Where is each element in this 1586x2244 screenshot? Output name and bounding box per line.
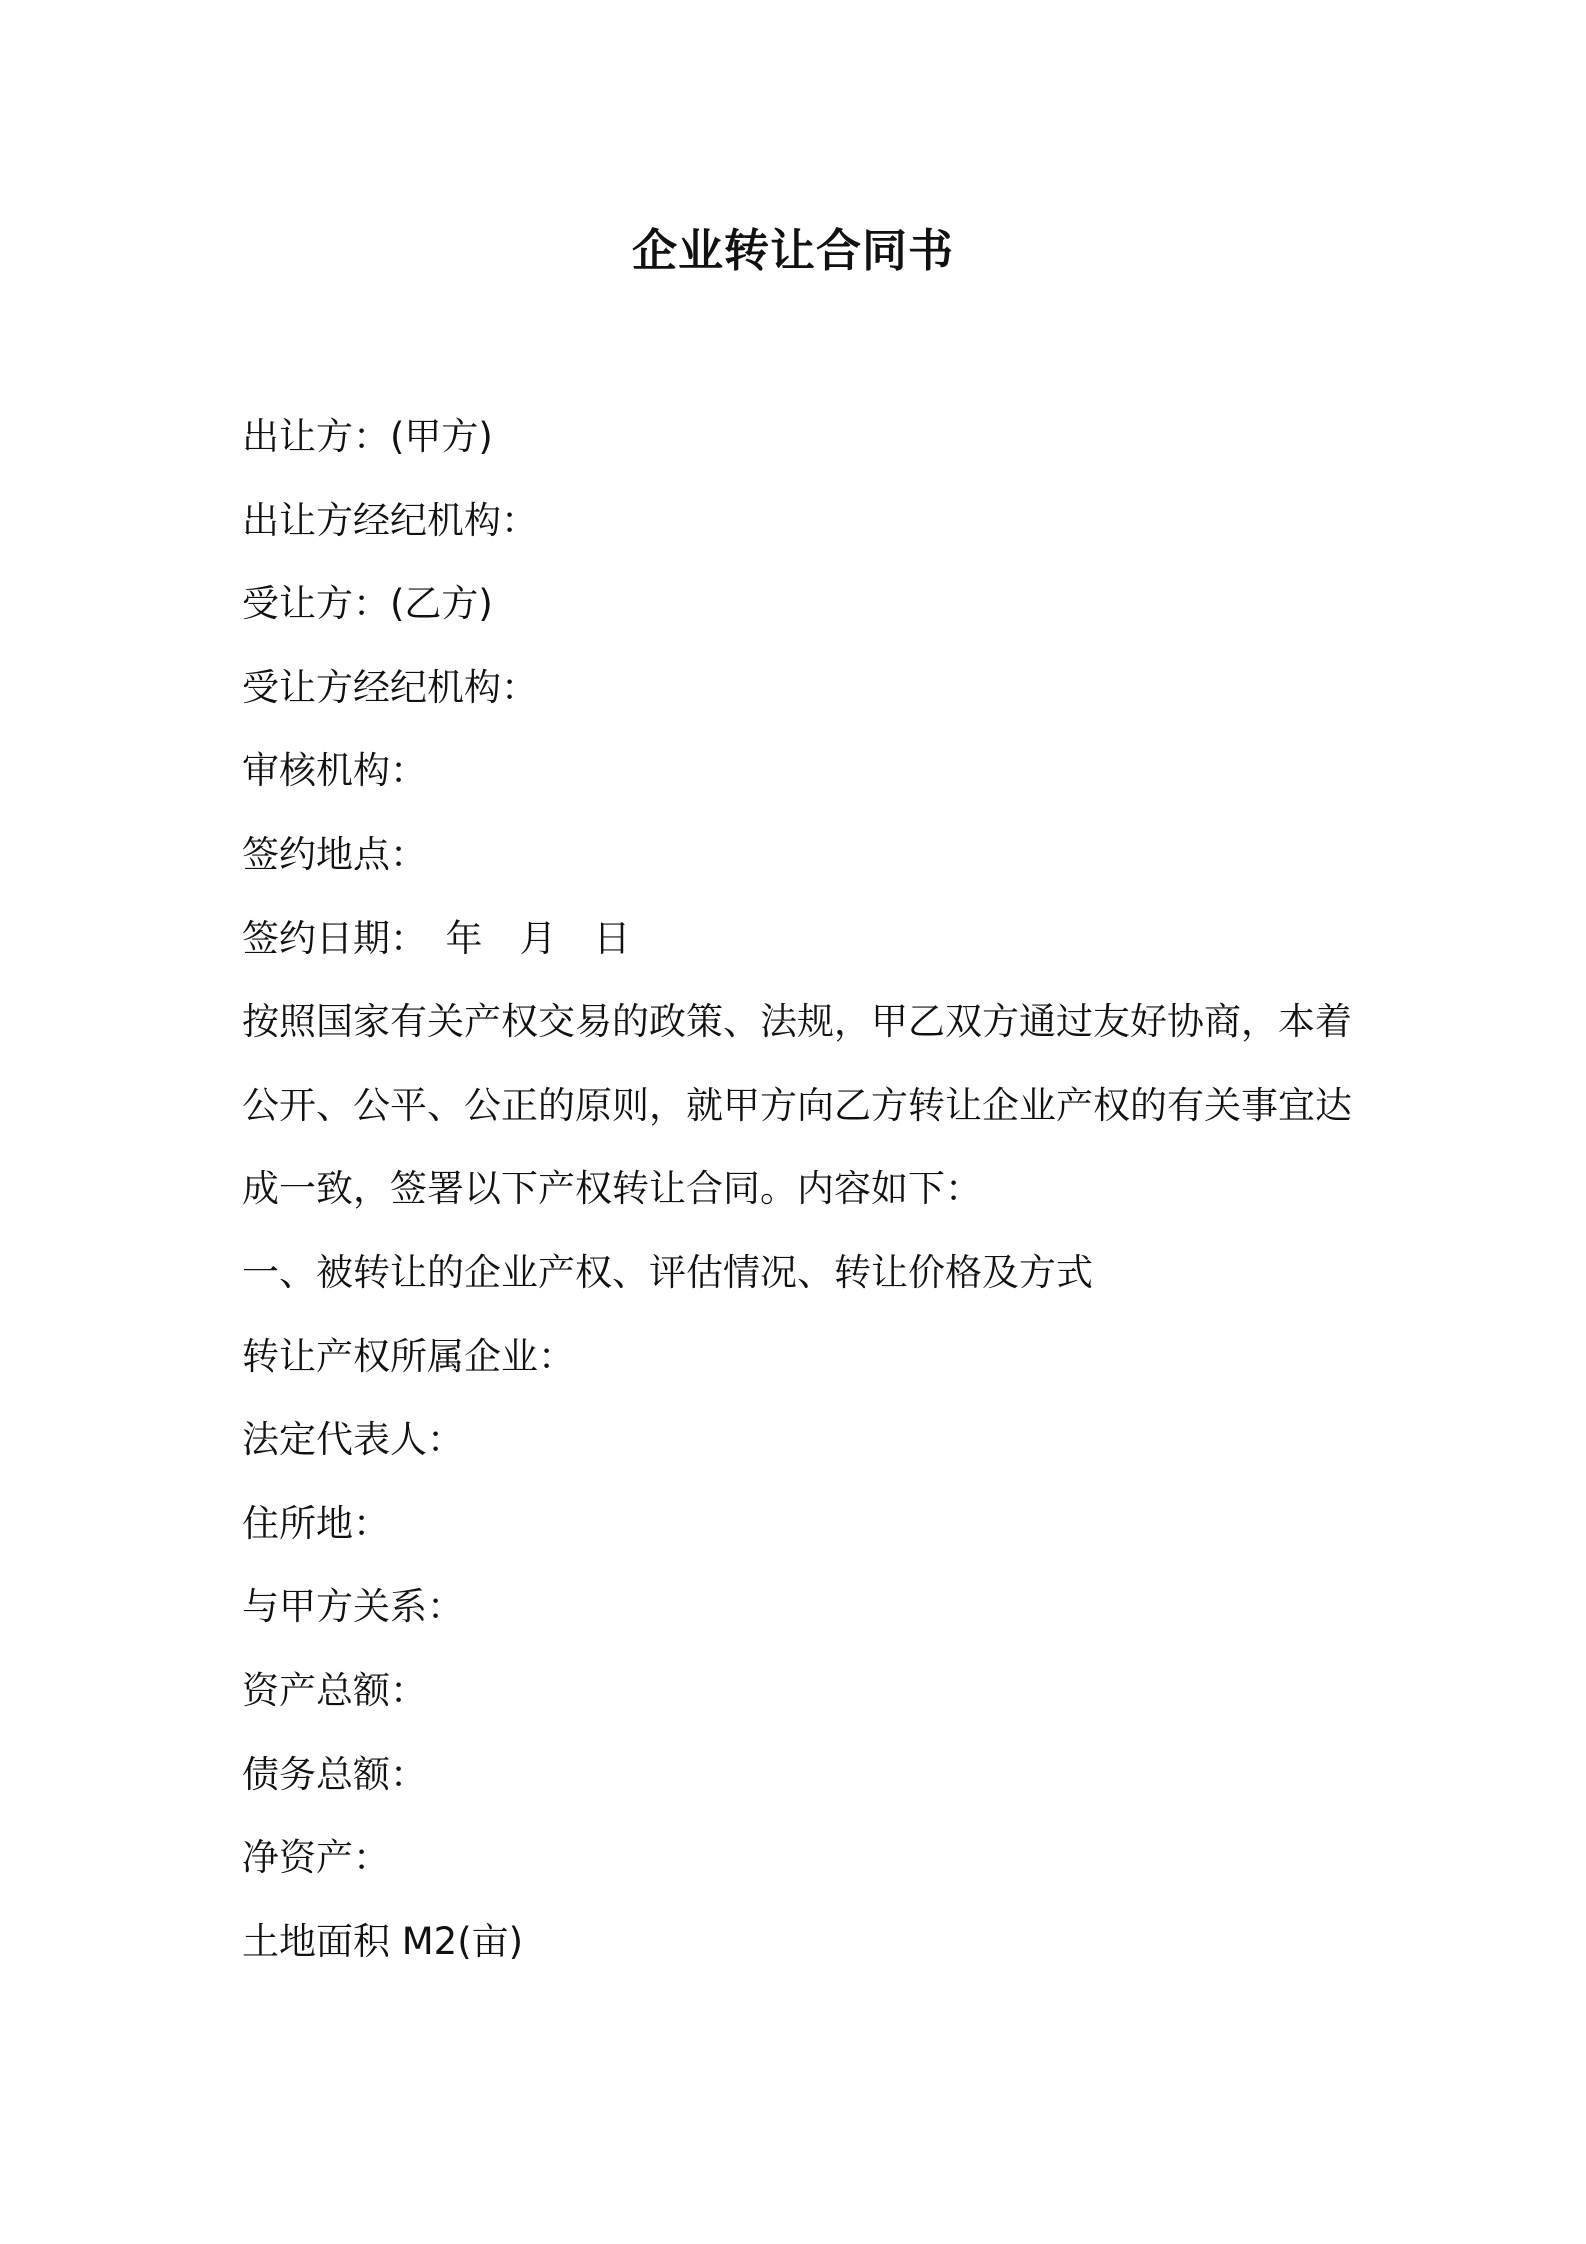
preamble-line-2: 公开、公平、公正的原则，就甲方向乙方转让企业产权的有关事宜达 bbox=[242, 1083, 1352, 1127]
seller-line: 出让方：(甲方) bbox=[242, 415, 493, 458]
signing-date-line: 签约日期： 年 月 日 bbox=[242, 916, 631, 960]
land-area-line: 土地面积 M2(亩) bbox=[242, 1919, 524, 1963]
relation-line: 与甲方关系： bbox=[242, 1585, 464, 1629]
buyer-line: 受让方：(乙方) bbox=[242, 582, 493, 626]
net-assets-line: 净资产： bbox=[242, 1836, 390, 1880]
preamble-line-3: 成一致，签署以下产权转让合同。内容如下： bbox=[242, 1167, 982, 1211]
total-debts-line: 债务总额： bbox=[242, 1752, 427, 1796]
legal-representative-line: 法定代表人： bbox=[242, 1418, 464, 1462]
domicile-line: 住所地： bbox=[242, 1501, 390, 1545]
review-agency-line: 审核机构： bbox=[242, 749, 427, 793]
signing-place-line: 签约地点： bbox=[242, 832, 427, 876]
buyer-agency-line: 受让方经纪机构： bbox=[242, 665, 538, 709]
document-title: 企业转让合同书 bbox=[631, 224, 954, 277]
transferred-enterprise-line: 转让产权所属企业： bbox=[242, 1334, 575, 1378]
seller-agency-line: 出让方经纪机构： bbox=[242, 498, 538, 542]
section-1-heading: 一、被转让的企业产权、评估情况、转让价格及方式 bbox=[242, 1250, 1093, 1294]
document-body bbox=[242, 410, 1362, 1998]
preamble-line-1: 按照国家有关产权交易的政策、法规，甲乙双方通过友好协商，本着 bbox=[242, 1000, 1352, 1044]
total-assets-line: 资产总额： bbox=[242, 1668, 427, 1712]
